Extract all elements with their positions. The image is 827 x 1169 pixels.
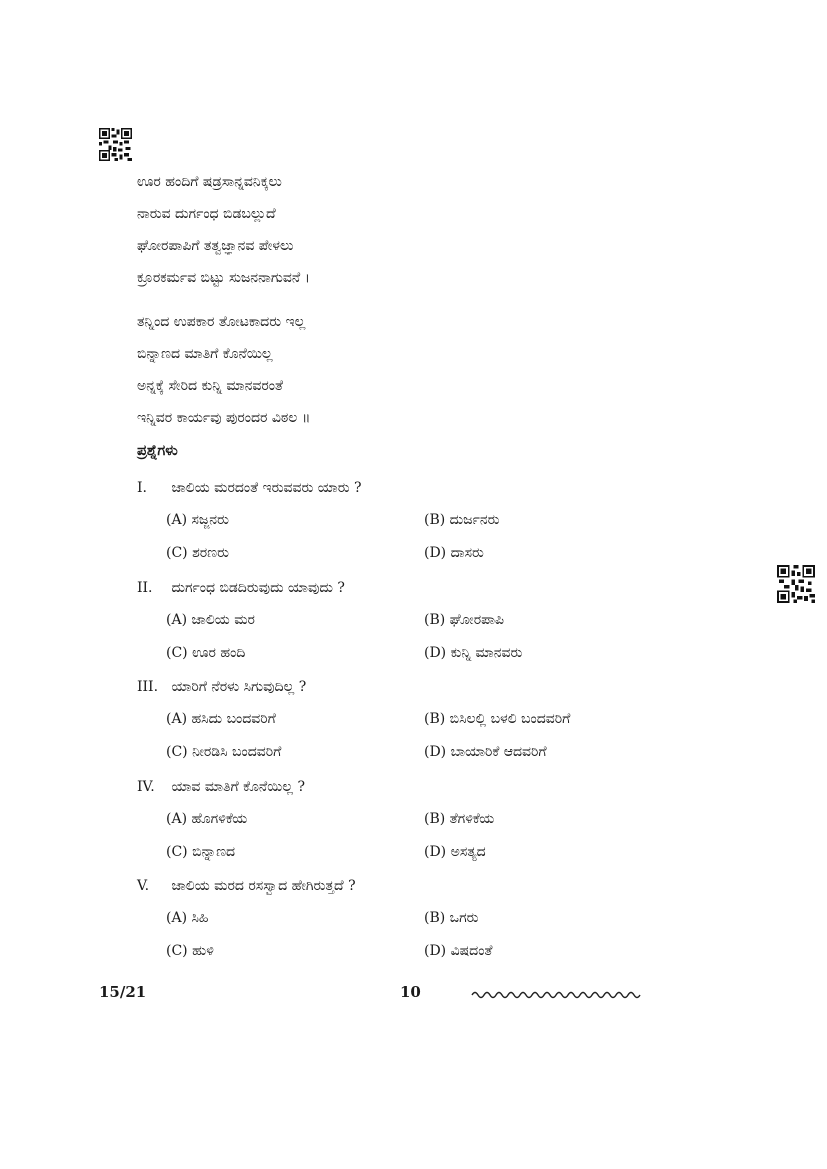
poem-line: ಕ್ರೂರಕರ್ಮವ ಬಿಟ್ಟು ಸುಜನನಾಗುವನೆ ।: [137, 270, 310, 286]
option-group: [137, 503, 737, 569]
question-list: [137, 473, 737, 971]
question-text: [137, 473, 737, 503]
option-group: [137, 901, 737, 967]
option-a: (A) ಹಸಿದು ಬಂದವರಿಗೆ: [166, 711, 276, 727]
question-item: [137, 473, 737, 573]
question-item: [137, 871, 737, 971]
option-c: (C) ನೀರಡಿಸಿ ಬಂದವರಿಗೆ: [166, 744, 282, 760]
question-text: [137, 573, 737, 603]
question-number: II.: [137, 579, 153, 596]
option-b: (B) ಘೋರಪಾಪಿ: [424, 611, 504, 628]
question-label: ಯಾರಿಗೆ ನೆರಳು ಸಿಗುವುದಿಲ್ಲ ?: [171, 679, 307, 695]
poem-line: ಇನ್ನಿವರ ಕಾರ್ಯವು ಪುರಂದರ ವಿಠಲ ॥: [137, 410, 311, 426]
option-a: (A) ಹೊಗಳಿಕೆಯ: [166, 810, 248, 827]
option-d: (D) ವಿಷದಂತೆ: [424, 943, 493, 959]
option-d: (D) ಕುನ್ನಿ ಮಾನವರು: [424, 644, 523, 661]
qr-code-icon: [99, 128, 132, 161]
option-b: (B) ಬಿಸಿಲಲ್ಲಿ ಬಳಲಿ ಬಂದವರಿಗೆ: [424, 711, 571, 727]
option-group: [137, 702, 737, 768]
question-text: [137, 672, 737, 702]
question-number: V.: [137, 878, 150, 894]
poem-line: ಬಿನ್ನಾಣದ ಮಾತಿಗೆ ಕೊನೆಯಿಲ್ಲ: [137, 346, 273, 362]
option-a: (A) ಸಿಹಿ: [166, 910, 209, 926]
poem-line: ನಾರುವ ದುರ್ಗಂಧ ಬಿಡಬಲ್ಲುದೆ: [137, 206, 276, 222]
question-item: [137, 772, 737, 872]
option-group: [137, 603, 737, 669]
question-number: I.: [137, 480, 147, 496]
stanza-gap: [137, 294, 697, 306]
option-a: (A) ಸಜ್ಜನರು: [166, 512, 229, 528]
question-item: [137, 573, 737, 673]
question-text: [137, 871, 737, 901]
question-number: IV.: [137, 778, 155, 795]
question-label: ಜಾಲಿಯ ಮರದ ರಸಸ್ವಾದ ಹೇಗಿರುತ್ತದೆ ?: [171, 878, 356, 894]
option-group: [137, 802, 737, 868]
poem-line: ಊರ ಹಂದಿಗೆ ಷಡ್ರಸಾನ್ನವನಿಕ್ಕಲು: [137, 174, 282, 190]
question-item: [137, 672, 737, 772]
poem-line: ಅನ್ನಕ್ಕೆ ಸೇರಿದ ಕುನ್ನಿ ಮಾನವರಂತೆ: [137, 378, 283, 394]
poem-line: ತನ್ನಿಂದ ಉಪಕಾರ ತೋಟಕಾದರು ಇಲ್ಲ: [137, 314, 306, 330]
questions-heading: ಪ್ರಶ್ನೆಗಳು: [137, 442, 178, 459]
option-d: (D) ಬಾಯಾರಿಕೆ ಆದವರಿಗೆ: [424, 744, 547, 760]
page-number: 10: [400, 983, 421, 1001]
question-label: ಜಾಲಿಯ ಮರದಂತೆ ಇರುವವರು ಯಾರು ?: [171, 480, 362, 496]
option-c: (C) ಹುಳಿ: [166, 943, 214, 959]
option-c: (C) ಶರಣರು: [166, 545, 229, 561]
option-c: (C) ಊರ ಹಂದಿ: [166, 644, 246, 661]
question-label: ಯಾವ ಮಾತಿಗೆ ಕೊನೆಯಿಲ್ಲ ?: [171, 778, 305, 795]
option-c: (C) ಬಿನ್ನಾಣದ: [166, 843, 236, 860]
poem: [137, 166, 697, 434]
option-d: (D) ದಾಸರು: [424, 545, 484, 561]
question-number: III.: [137, 679, 159, 695]
option-d: (D) ಅಸತ್ಯದ: [424, 843, 486, 860]
poem-line: ಘೋರಪಾಪಿಗೆ ತತ್ವಜ್ಞಾನವ ಪೇಳಲು: [137, 238, 294, 254]
option-a: (A) ಜಾಲಿಯ ಮರ: [166, 611, 255, 628]
paper-code: 15/21: [99, 983, 147, 1001]
question-label: ದುರ್ಗಂಧ ಬಿಡದಿರುವುದು ಯಾವುದು ?: [171, 579, 345, 596]
option-b: (B) ಒಗರು: [424, 910, 479, 926]
option-b: (B) ತೆಗಳಿಕೆಯ: [424, 810, 495, 827]
option-b: (B) ದುರ್ಜನರು: [424, 512, 500, 528]
question-text: [137, 772, 737, 802]
qr-code-icon: [777, 565, 815, 603]
wavy-line-decoration: [471, 989, 643, 1001]
